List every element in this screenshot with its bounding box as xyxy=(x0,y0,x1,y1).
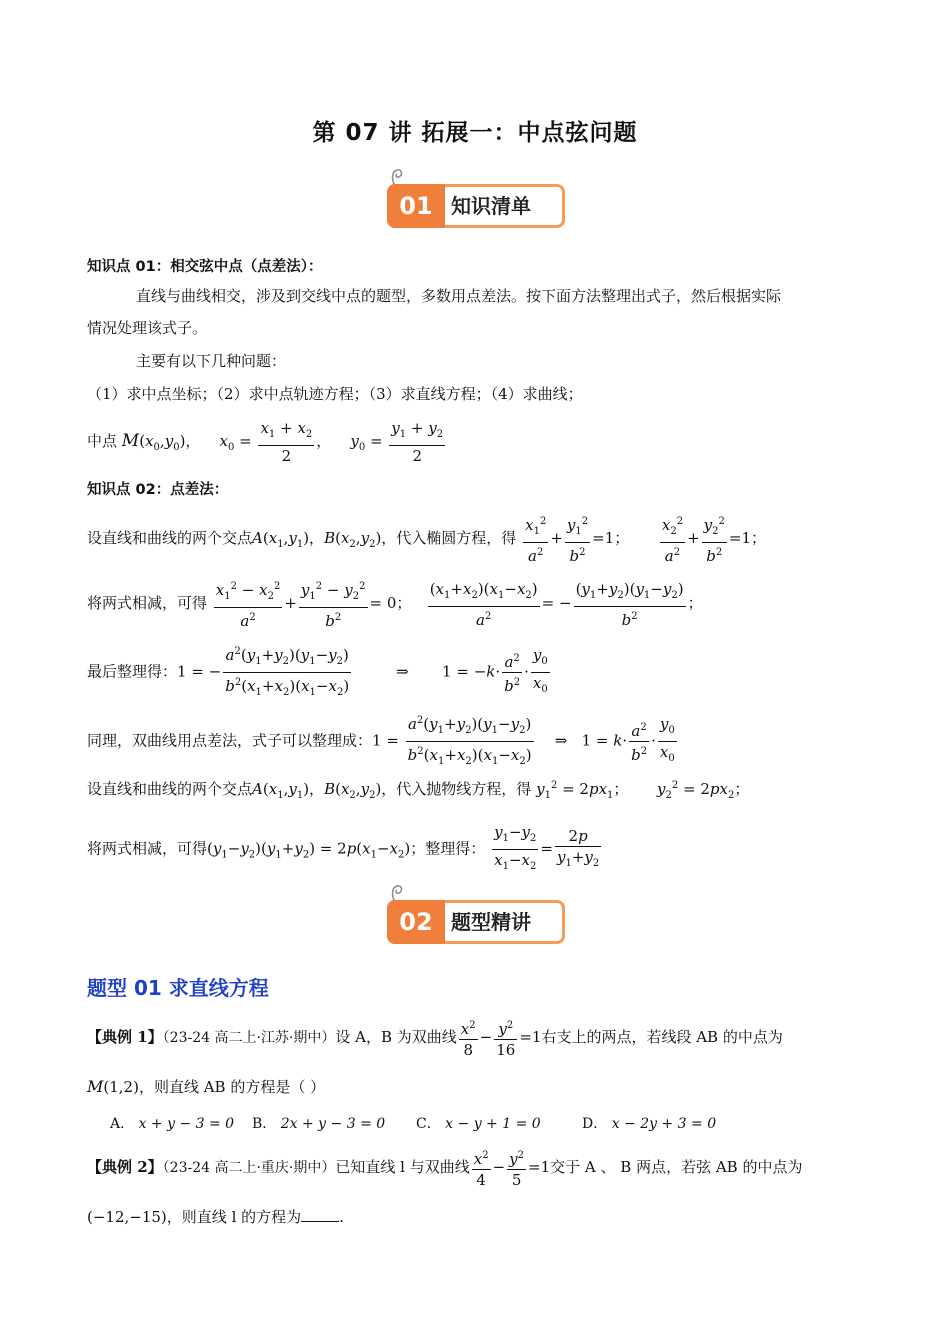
example-tag: 【典例 1】 xyxy=(87,1028,163,1046)
parabola-substitution: 设直线和曲线的两个交点$A(x_1,y_1)$，$B(x_2,y_2)$，代入抛物线方程，得 $y_1^2 = 2px_1$； $y_2^2 = 2px_2$； xyxy=(87,780,750,801)
example-2-cont: (−12,−15)，则直线 l 的方程为 . xyxy=(87,1208,344,1226)
text: 设直线和曲线的两个交点 xyxy=(87,529,253,547)
example-tag: 【典例 2】 xyxy=(87,1158,163,1176)
page-title: 第 07 讲 拓展一：中点弦问题 xyxy=(312,120,638,146)
text: ，则直线 l 的方程为 xyxy=(166,1208,302,1226)
text: ；整理得： xyxy=(410,839,486,858)
example-1-cont: M(1,2)，则直线 AB 的方程是（ ） xyxy=(87,1077,326,1096)
text: ，则直线 AB 的方程是（ ） xyxy=(138,1078,326,1096)
hyperbola-result: 同理，双曲线用点差法，式子可以整理成：1 = $\frac{a^2(y_1+y_2)(y_1-y_2)}{b^2(x_1+x_2)(x_1-x_2)}$ ⇒ 1 = k· $\frac{a^2}{b^2}$ · $\frac{y_0}{x_0}$ xyxy=(87,711,679,772)
ellipse-result: 最后整理得：1 = − $\frac{a^2(y_1+y_2)(y_1-y_2)}{b^2(x_1+x_2)(x_1-x_2)}$ ⇒ 1 = −k· $\frac{a^2}{b^2}$ · $\frac{y_0}{x_0}$ xyxy=(87,642,552,703)
option-a[interactable]: A． x + y − 3 = 0 xyxy=(110,1116,235,1132)
badge-label: 知识清单 xyxy=(451,194,531,218)
midpoint-formula: 中点 $M(x_0,y_0)$， $x_0$ = $\frac{x_1 + x_2}{2}$ ， $y_0$ = $\frac{y_1 + y_2}{2}$ xyxy=(87,419,444,465)
text: 设 A，B 为双曲线 xyxy=(335,1028,457,1046)
kp2-heading: 知识点 02：点差法： xyxy=(87,482,229,498)
kp1-heading: 知识点 01：相交弦中点（点差法）： xyxy=(87,259,323,275)
text: 将两式相减，可得 xyxy=(87,594,208,612)
example-2: 【典例 2】（23-24 高二上·重庆·期中）已知直线 l 与双曲线 $\frac{x^2}{4}$ − $\frac{y^2}{5}$ =1交于 A 、 B 两点，若弦 AB 的中点为 xyxy=(87,1146,802,1190)
example-1: 【典例 1】（23-24 高二上·江苏·期中）设 A，B 为双曲线 $\frac{x^2}{8}$ − $\frac{y^2}{16}$ =1右支上的两点，若线段 AB 的中点为 xyxy=(87,1016,783,1060)
text: 交于 A 、 B 两点，若弦 AB 的中点为 xyxy=(550,1158,803,1176)
text: ，代入抛物线方程，得 xyxy=(381,780,532,798)
text: 右支上的两点，若线段 AB 的中点为 xyxy=(541,1028,783,1046)
badge-number: 02 xyxy=(387,900,445,944)
badge-label: 题型精讲 xyxy=(451,910,531,934)
badge-number: 01 xyxy=(387,184,445,228)
kp1-paragraph: 直线与曲线相交，涉及到交线中点的题型，多数用点差法。按下面方法整理出式子，然后根据实际 xyxy=(136,287,782,305)
kp1-list-intro: 主要有以下几种问题： xyxy=(136,352,287,370)
text: 将两式相减，可得 xyxy=(87,839,208,858)
section-badge-01 xyxy=(387,178,565,228)
option-c[interactable]: C． x − y + 1 = 0 xyxy=(416,1116,541,1132)
answer-blank[interactable] xyxy=(301,1207,339,1222)
text: 同理，双曲线用点差法，式子可以整理成： xyxy=(87,731,373,750)
ellipse-substitution: 设直线和曲线的两个交点$A(x_1,y_1)$，$B(x_2,y_2)$，代入椭圆方程，得 $\frac{x_1^2}{a^2}$ + $\frac{y_1^2}{b^2}$ =1； $\frac{x_2^2}{a^2}$ + $\frac{y_2^2}{b^2}$ =1； xyxy=(87,512,766,566)
text: ，代入椭圆方程，得 xyxy=(381,529,517,547)
option-d[interactable]: D． x − 2y + 3 = 0 xyxy=(582,1116,717,1132)
example-source: （23-24 高二上·重庆·期中） xyxy=(162,1160,336,1176)
text: 设直线和曲线的两个交点 xyxy=(87,780,253,798)
midpoint-label: 中点 xyxy=(87,432,118,450)
example-source: （23-24 高二上·江苏·期中） xyxy=(162,1030,336,1046)
text: 已知直线 l 与双曲线 xyxy=(335,1158,470,1176)
kp1-problem-list: （1）求中点坐标；（2）求中点轨迹方程；（3）求直线方程；（4）求曲线； xyxy=(87,385,583,403)
parabola-result: 将两式相减，可得$(y_1-y_2)(y_1+y_2) = 2p(x_1-x_2)$；整理得： $\frac{y_1-y_2}{x_1-x_2}$ = $\frac{2p}{y_1+y_2}$ xyxy=(87,823,600,872)
ellipse-subtraction: 将两式相减，可得 $\frac{x_1^2 - x_2^2}{a^2}$ + $\frac{y_1^2 - y_2^2}{b^2}$ = 0； $\frac{(x_1+x_2)(x_1-x_2)}{a^2}$ = − $\frac{(y_1+y_2)(y_1-y_2)}{b^2}$ ； xyxy=(87,577,703,631)
type-heading: 题型 01 求直线方程 xyxy=(87,976,269,1000)
option-b[interactable]: B． 2x + y − 3 = 0 xyxy=(252,1116,386,1132)
text: 最后整理得： xyxy=(87,662,178,681)
section-badge-02 xyxy=(387,894,565,944)
kp1-paragraph-cont: 情况处理该式子。 xyxy=(87,319,208,337)
